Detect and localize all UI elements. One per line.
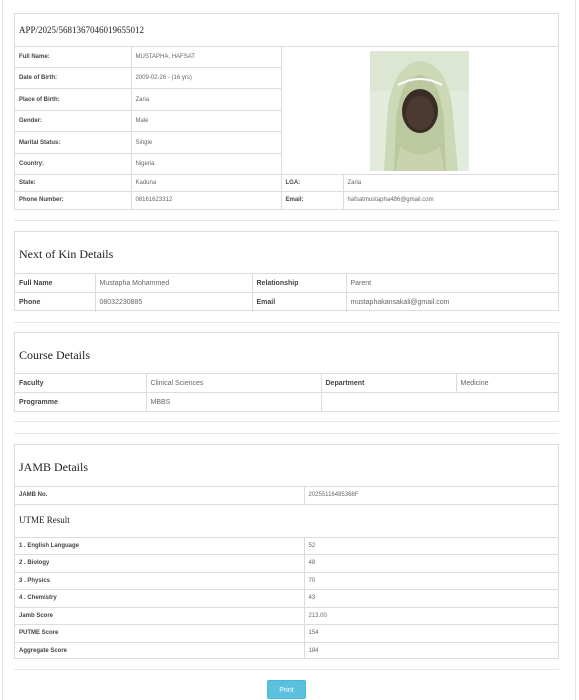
marital-label: Marital Status: [15,132,131,154]
lga-label: LGA: [281,175,343,192]
course-row-2 [15,393,558,412]
next-of-kin-table [15,273,558,312]
lga-value: Zaria [343,175,558,192]
course-row-1 [15,374,558,393]
course-table [15,373,558,412]
result-value: 52 [304,537,558,554]
utme-result-table [15,537,558,660]
course-panel [14,332,559,412]
programme-label: Programme [15,393,146,412]
nok-email-value: mustaphakansakali@gmail.com [346,293,558,312]
jamb-no-value: 20255116485368F [304,487,558,504]
programme-value: MBBS [146,393,321,412]
pob-value: Zaria [131,89,281,111]
applicant-photo [370,51,469,171]
email-value: hafsatmustapha486@gmail.com [343,192,558,209]
empty-cell [456,393,558,412]
faculty-value: Clinical Sciences [146,374,321,393]
course-title: Course Details [19,348,90,362]
nok-phone-label: Phone [15,293,95,312]
result-value: 70 [304,572,558,589]
nok-full-name-value: Mustapha Mohammed [95,274,252,293]
row-state-lga [15,175,558,192]
next-of-kin-panel [14,231,559,311]
state-value: Kaduna [131,175,281,192]
result-row [15,572,558,589]
state-label: State: [15,175,131,192]
jamb-no-table [15,486,558,504]
dob-value: 2009-02-26 - (16 yrs) [131,68,281,89]
jamb-no-row [15,487,558,504]
row-full-name [15,47,558,68]
result-label: 3 . Physics [15,572,304,589]
nok-email-label: Email [252,293,346,312]
result-row [15,642,558,659]
divider [14,421,559,422]
nok-row-1 [15,274,558,293]
email-label: Email: [281,192,343,209]
next-of-kin-title: Next of Kin Details [19,247,114,261]
country-value: Nigeria [131,154,281,175]
result-row [15,537,558,554]
gender-value: Male [131,111,281,132]
result-label: PUTME Score [15,624,304,642]
result-value: 213.00 [304,607,558,624]
nok-relationship-label: Relationship [252,274,346,293]
gender-label: Gender: [15,111,131,132]
result-label: 2 . Biology [15,554,304,572]
jamb-title: JAMB Details [19,460,88,474]
result-row [15,624,558,642]
divider [14,322,559,323]
jamb-panel [14,444,559,659]
divider [14,220,559,221]
result-value: 154 [304,624,558,642]
divider [14,433,559,434]
applicant-panel [14,13,559,210]
photo-cell [281,47,558,175]
result-label: Jamb Score [15,607,304,624]
country-label: Country: [15,154,131,175]
print-button[interactable]: Print [267,680,306,699]
marital-value: Single [131,132,281,154]
empty-cell [321,393,456,412]
result-row [15,589,558,607]
result-value: 48 [304,554,558,572]
full-name-value: MUSTAPHA, HAFSAT [131,47,281,68]
result-label: 1 . English Language [15,537,304,554]
nok-row-2 [15,293,558,312]
applicant-details-table [15,46,558,209]
result-label: Aggregate Score [15,642,304,659]
result-value: 184 [304,642,558,659]
jamb-no-label: JAMB No. [15,487,304,504]
phone-label: Phone Number: [15,192,131,209]
result-row [15,607,558,624]
application-number: APP/2025/5681367046019655012 [19,25,145,35]
nok-relationship-value: Parent [346,274,558,293]
result-row [15,554,558,572]
faculty-label: Faculty [15,374,146,393]
nok-phone-value: 08032230885 [95,293,252,312]
dob-label: Date of Birth: [15,68,131,89]
department-value: Medicine [456,374,558,393]
result-value: 43 [304,589,558,607]
row-phone-email [15,192,558,209]
full-name-label: Full Name: [15,47,131,68]
divider [14,669,559,670]
nok-full-name-label: Full Name [15,274,95,293]
phone-value: 08161623312 [131,192,281,209]
pob-label: Place of Birth: [15,89,131,111]
result-label: 4 . Chemistry [15,589,304,607]
utme-result-title: UTME Result [15,504,558,537]
department-label: Department [321,374,456,393]
